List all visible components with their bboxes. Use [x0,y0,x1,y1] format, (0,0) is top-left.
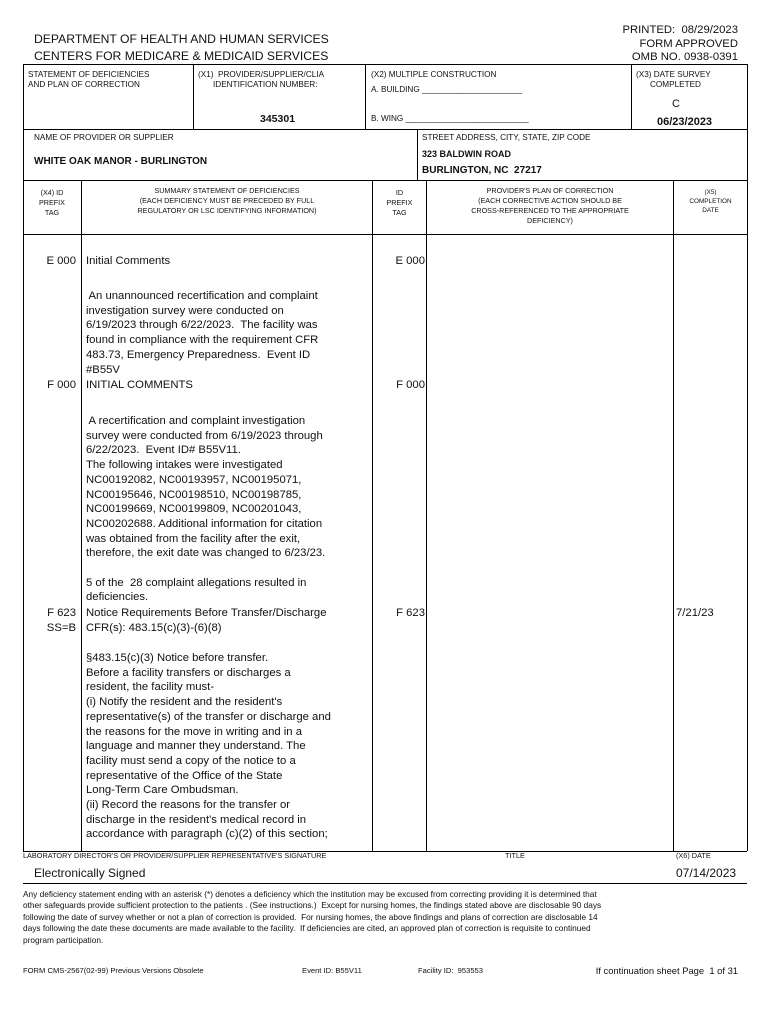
address-line-2: BURLINGTON, NC 27217 [422,165,542,176]
survey-completed-date: 06/23/2023 [657,116,713,128]
plan-header-3: CROSS-REFERENCED TO THE APPROPRIATE [471,206,629,215]
plan-header-4: DEFICIENCY) [527,216,573,225]
summary-header-1: SUMMARY STATEMENT OF DEFICIENCIES [154,186,300,195]
address-line-1: 323 BALDWIN ROAD [422,149,512,159]
provider-id-number: 345301 [260,113,296,125]
building-label: A. BUILDING ______________________ [371,85,523,94]
disclaimer-line: following the date of survey whether or not a plan of correction is provided. For nursing homes, the above findings and plans of correction are disclosable 14 [23,911,598,922]
disclaimer-line: days following the date these documents are made available to the facility. If deficiencies are cited, an approved plan of correction is requisite to continued [23,923,591,934]
wing-label: B. WING ___________________________ [371,114,529,123]
department-name: DEPARTMENT OF HEALTH AND HUMAN SERVICES [34,32,329,46]
text-line: 483.73, Emergency Preparedness. Event ID [86,348,311,361]
plan-header-1: PROVIDER'S PLAN OF CORRECTION [486,186,614,195]
x3-label-1: (X3) DATE SURVEY [636,70,711,79]
text-line: 6/22/2023. Event ID# B55V11. [86,444,241,457]
text-line: Long-Term Care Ombudsman. [86,784,239,797]
text-line: Before a facility transfers or discharges a [86,666,291,679]
title-label: TITLE [505,851,525,860]
statement-label-1: STATEMENT OF DEFICIENCIES [28,70,150,79]
text-line: 5 of the 28 complaint allegations resulted in [86,576,307,589]
signature-label: LABORATORY DIRECTOR'S OR PROVIDER/SUPPLIER REPRESENTATIVE'S SIGNATURE [23,851,327,860]
provider-name: WHITE OAK MANOR - BURLINGTON [34,156,208,167]
text-line: found in compliance with the requirement CFR [86,334,319,347]
provider-name-label: NAME OF PROVIDER OR SUPPLIER [34,133,174,142]
text-line [86,561,370,576]
form-number: FORM CMS-2567(02-99) Previous Versions Obsolete [23,966,204,975]
text-line: (ii) Record the reasons for the transfer or [86,799,291,812]
text-line: therefore, the exit date was changed to 6/23/23. [86,547,326,560]
f623-id-tag: F 623 [396,607,425,619]
text-line: NC00202688. Additional information for citation [86,517,323,530]
f000-id-tag: F 000 [396,379,425,391]
form-approved: FORM APPROVED [639,38,738,50]
x2-label: (X2) MULTIPLE CONSTRUCTION [371,70,497,79]
signature-date-label: (X6) DATE [676,851,711,860]
id-header-1: ID [395,188,404,197]
f000-prefix-tag: F 000 [47,379,76,391]
text-line: accordance with paragraph (c)(2) of this section; [86,828,328,841]
text-line: 6/19/2023 through 6/22/2023. The facility was [86,319,318,332]
x5-header-2: COMPLETION [689,198,732,205]
f623-title: Notice Requirements Before Transfer/Discharge [86,607,327,619]
text-line: (i) Notify the resident and the resident's [86,696,283,709]
signature-date: 07/14/2023 [676,866,737,880]
text-line: representative of the Office of the State [86,769,283,782]
summary-header-2: (EACH DEFICIENCY MUST BE PRECEDED BY FULL [139,196,315,205]
text-line: NC00199669, NC00199809, NC00201043, [86,503,302,516]
text-line: survey were conducted from 6/19/2023 through [86,429,323,442]
id-header-3: TAG [392,208,407,217]
text-line: The following intakes were investigated [86,459,283,472]
agency-name: CENTERS FOR MEDICARE & MEDICAID SERVICES [34,49,329,63]
f000-text [86,414,370,605]
text-line: deficiencies. [86,591,149,604]
text-line: NC00195646, NC00198510, NC00198785, [86,488,302,501]
e000-prefix-tag: E 000 [46,255,76,267]
x5-header-1: (X5) [704,189,717,196]
f623-text [86,651,370,842]
printed-date: PRINTED: 08/29/2023 [622,24,738,36]
x4-header-3: TAG [44,208,60,217]
text-line: NC00192082, NC00193957, NC00195071, [86,473,302,486]
e000-id-tag: E 000 [395,255,425,267]
e000-title: Initial Comments [86,255,171,267]
text-line: was obtained from the facility after the exit, [86,532,301,545]
text-line: the reasons for the move in writing and in a [86,725,303,738]
f623-scope-severity: SS=B [46,622,76,634]
text-line: representative(s) of the transfer or discharge and [86,710,331,723]
text-line: language and manner they understand. The [86,740,306,753]
survey-code: C [672,98,680,110]
x5-header-3: DATE [702,207,719,214]
e000-text [86,289,370,377]
statement-label-2: AND PLAN OF CORRECTION [28,80,140,89]
x1-label-1: (X1) PROVIDER/SUPPLIER/CLIA [198,70,325,79]
footer-facility-id: Facility ID: 953553 [418,966,483,975]
signature-value: Electronically Signed [34,866,146,880]
f623-completion-date: 7/21/23 [676,607,714,619]
f000-title: INITIAL COMMENTS [86,379,193,391]
id-header-2: PREFIX [386,198,413,207]
disclaimer-line: Any deficiency statement ending with an asterisk (*) denotes a deficiency which the institution may be excused from correcting providing it is determined that [23,889,597,899]
text-line: discharge in the resident's medical record in [86,813,307,826]
x4-header-1: (X4) ID [40,188,64,197]
summary-header-3: REGULATORY OR LSC IDENTIFYING INFORMATION) [137,206,317,215]
f623-cfr: CFR(s): 483.15(c)(3)-(6)(8) [86,622,222,634]
text-line: An unannounced recertification and complaint [86,290,318,302]
page-number: If continuation sheet Page 1 of 31 [595,965,738,976]
footer-event-id: Event ID: B55V11 [302,966,362,975]
text-line: #B55V [86,363,120,376]
plan-header-2: (EACH CORRECTIVE ACTION SHOULD BE [478,196,622,205]
text-line: resident, the facility must- [86,681,215,694]
x3-label-2: COMPLETED [650,80,701,89]
disclaimer-line: program participation. [23,934,104,945]
text-line: facility must send a copy of the notice to a [86,754,296,767]
text-line: §483.15(c)(3) Notice before transfer. [86,652,269,664]
disclaimer [23,889,747,946]
x1-label-2: IDENTIFICATION NUMBER: [213,80,318,89]
disclaimer-line: other safeguards provide sufficient protection to the patients . (See instructions.) Except for nursing homes, the findings stated above are disclosable 90 days [23,900,602,911]
f623-prefix-tag: F 623 [47,607,76,619]
x4-header-2: PREFIX [39,198,65,207]
text-line: investigation survey were conducted on [86,304,284,317]
text-line: A recertification and complaint investigation [86,415,306,427]
address-label: STREET ADDRESS, CITY, STATE, ZIP CODE [422,133,591,142]
omb-number: OMB NO. 0938-0391 [631,51,738,63]
